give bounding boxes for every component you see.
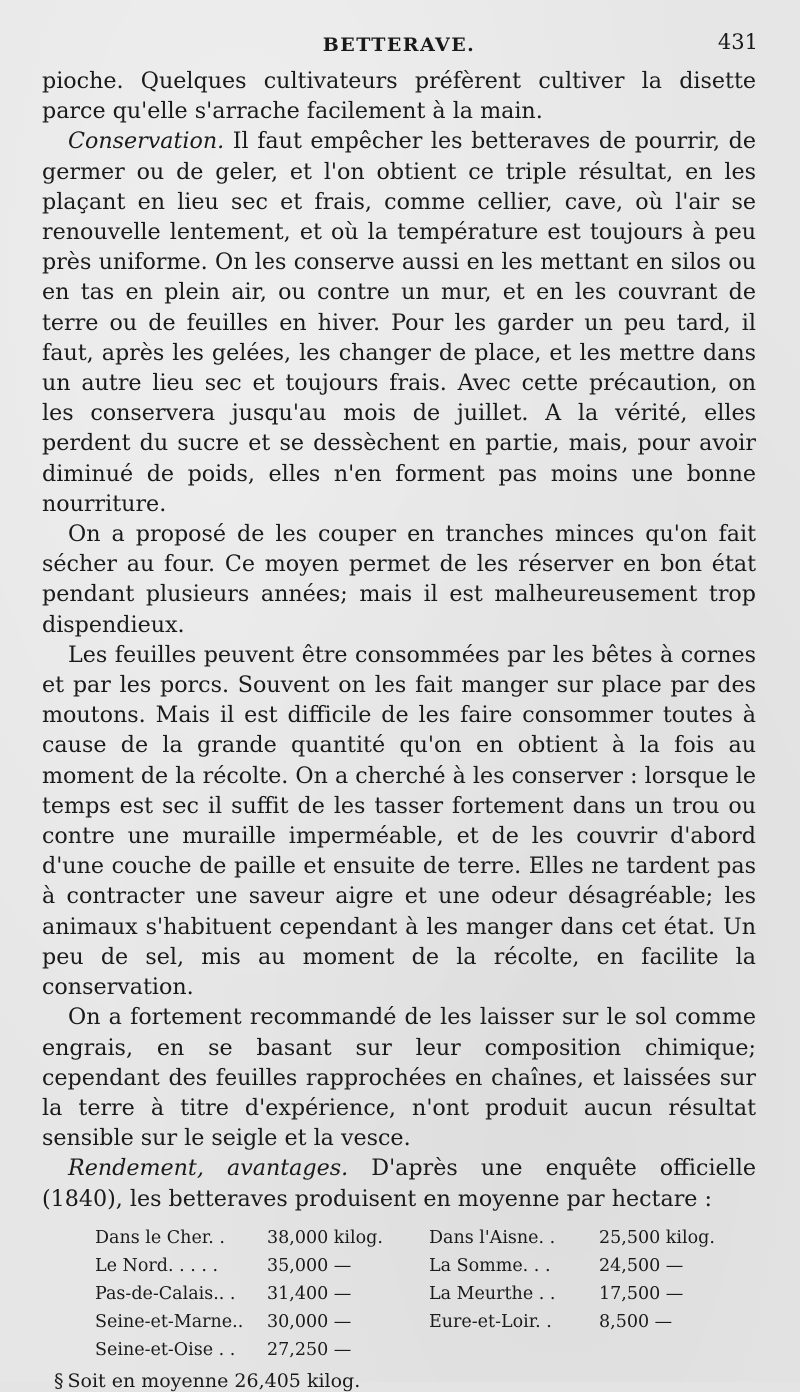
table-row <box>95 1228 739 1256</box>
amount-cell: 25,500 kilog. <box>599 1227 715 1248</box>
table-row <box>95 1340 739 1368</box>
place-cell: Pas-de-Calais.. . <box>95 1283 236 1304</box>
amount-cell: 17,500 — <box>599 1283 684 1304</box>
summary-text: Soit en moyenne 26,405 kilog. <box>67 1369 361 1392</box>
paragraph-yield-text: D'après une enquête officielle (1840), les betteraves produisent en moyenne par hectare : <box>42 1155 756 1212</box>
paragraph-continuation: pioche. Quelques cultivateurs préfèrent cultiver la disette parce qu'elle s'arrache facilement à la main. <box>42 68 756 125</box>
table-row <box>95 1284 739 1312</box>
place-cell: Seine-et-Marne.. <box>95 1311 244 1332</box>
section-label-conservation: Conservation. <box>68 128 225 155</box>
table-row <box>95 1256 739 1284</box>
amount-cell: 30,000 — <box>267 1311 352 1332</box>
section-label-yield: Rendement, avantages. <box>68 1155 349 1182</box>
table-row <box>95 1312 739 1340</box>
amount-cell: 27,250 — <box>267 1339 352 1360</box>
yield-summary <box>54 1370 756 1392</box>
amount-cell: 38,000 kilog. <box>267 1227 383 1248</box>
place-cell <box>429 1340 599 1368</box>
yield-table <box>95 1228 739 1368</box>
place-cell: Eure-et-Loir. . <box>429 1311 552 1332</box>
paragraph-conservation <box>42 126 756 519</box>
body-text <box>42 66 756 1214</box>
running-title: BETTERAVE. <box>322 34 476 56</box>
amount-cell <box>599 1340 739 1368</box>
section-mark: § <box>54 1369 64 1392</box>
place-cell: Seine-et-Oise . . <box>95 1339 236 1360</box>
paragraph-drying: On a proposé de les couper en tranches minces qu'on fait sécher au four. Ce moyen permet de les réserver en bon état pendant plusieurs années; mais il est malheureusement trop dispendieux. <box>42 521 756 638</box>
place-cell: Dans l'Aisne. . <box>429 1227 556 1248</box>
amount-cell: 8,500 — <box>599 1311 673 1332</box>
paragraph-yield <box>42 1153 756 1213</box>
page-header <box>42 30 756 60</box>
page-number: 431 <box>717 30 758 54</box>
place-cell: Le Nord. . . . . <box>95 1255 219 1276</box>
paragraph-conservation-text: Il faut empêcher les betteraves de pourrir, de germer ou de geler, et l'on obtient ce triple résultat, en les plaçant en lieu sec et frais, comme cellier, cave, où l'air se renouvelle lentement, et où la température est toujours à peu près uniforme. On les conserve aussi en les mettant en silos ou en tas en plein air, ou contre un mur, et en les couvrant de terre ou de feuilles en hiver. Pour les garder un peu tard, il faut, après les gelées, les changer de place, et les mettre dans un autre lieu sec et toujours frais. Avec cette précaution, on les conservera jusqu'au mois de juillet. A la vérité, elles perdent du sucre et se dessèchent en partie, mais, pour avoir diminué de poids, elles n'en forment pas moins une bonne nourriture. <box>42 128 756 517</box>
paragraph-fertilizer: On a fortement recommandé de les laisser sur le sol comme engrais, en se basant sur leur composition chimique; cependant des feuilles rapprochées en chaînes, et laissées sur la terre à titre d'expérience, n'ont produit aucun résultat sensible sur le seigle et la vesce. <box>42 1004 756 1152</box>
amount-cell: 24,500 — <box>599 1255 684 1276</box>
paragraph-leaves: Les feuilles peuvent être consommées par les bêtes à cornes et par les porcs. Souvent on les fait manger sur place par des moutons. Mais il est difficile de les faire consommer toutes à cause de la grande quantité qu'on en obtient à la fois au moment de la récolte. On a cherché à les conserver : lorsque le temps est sec il suffit de les tasser fortement dans un trou ou contre une muraille imperméable, et de les couvrir d'abord d'une couche de paille et ensuite de terre. Elles ne tardent pas à contracter une saveur aigre et une odeur désagréable; les animaux s'habituent cependant à les manger dans cet état. Un peu de sel, mis au moment de la récolte, en facilite la conservation. <box>42 641 756 1001</box>
place-cell: Dans le Cher. . <box>95 1227 225 1248</box>
amount-cell: 31,400 — <box>267 1283 352 1304</box>
place-cell: La Somme. . . <box>429 1255 551 1276</box>
amount-cell: 35,000 — <box>267 1255 352 1276</box>
place-cell: La Meurthe . . <box>429 1283 556 1304</box>
